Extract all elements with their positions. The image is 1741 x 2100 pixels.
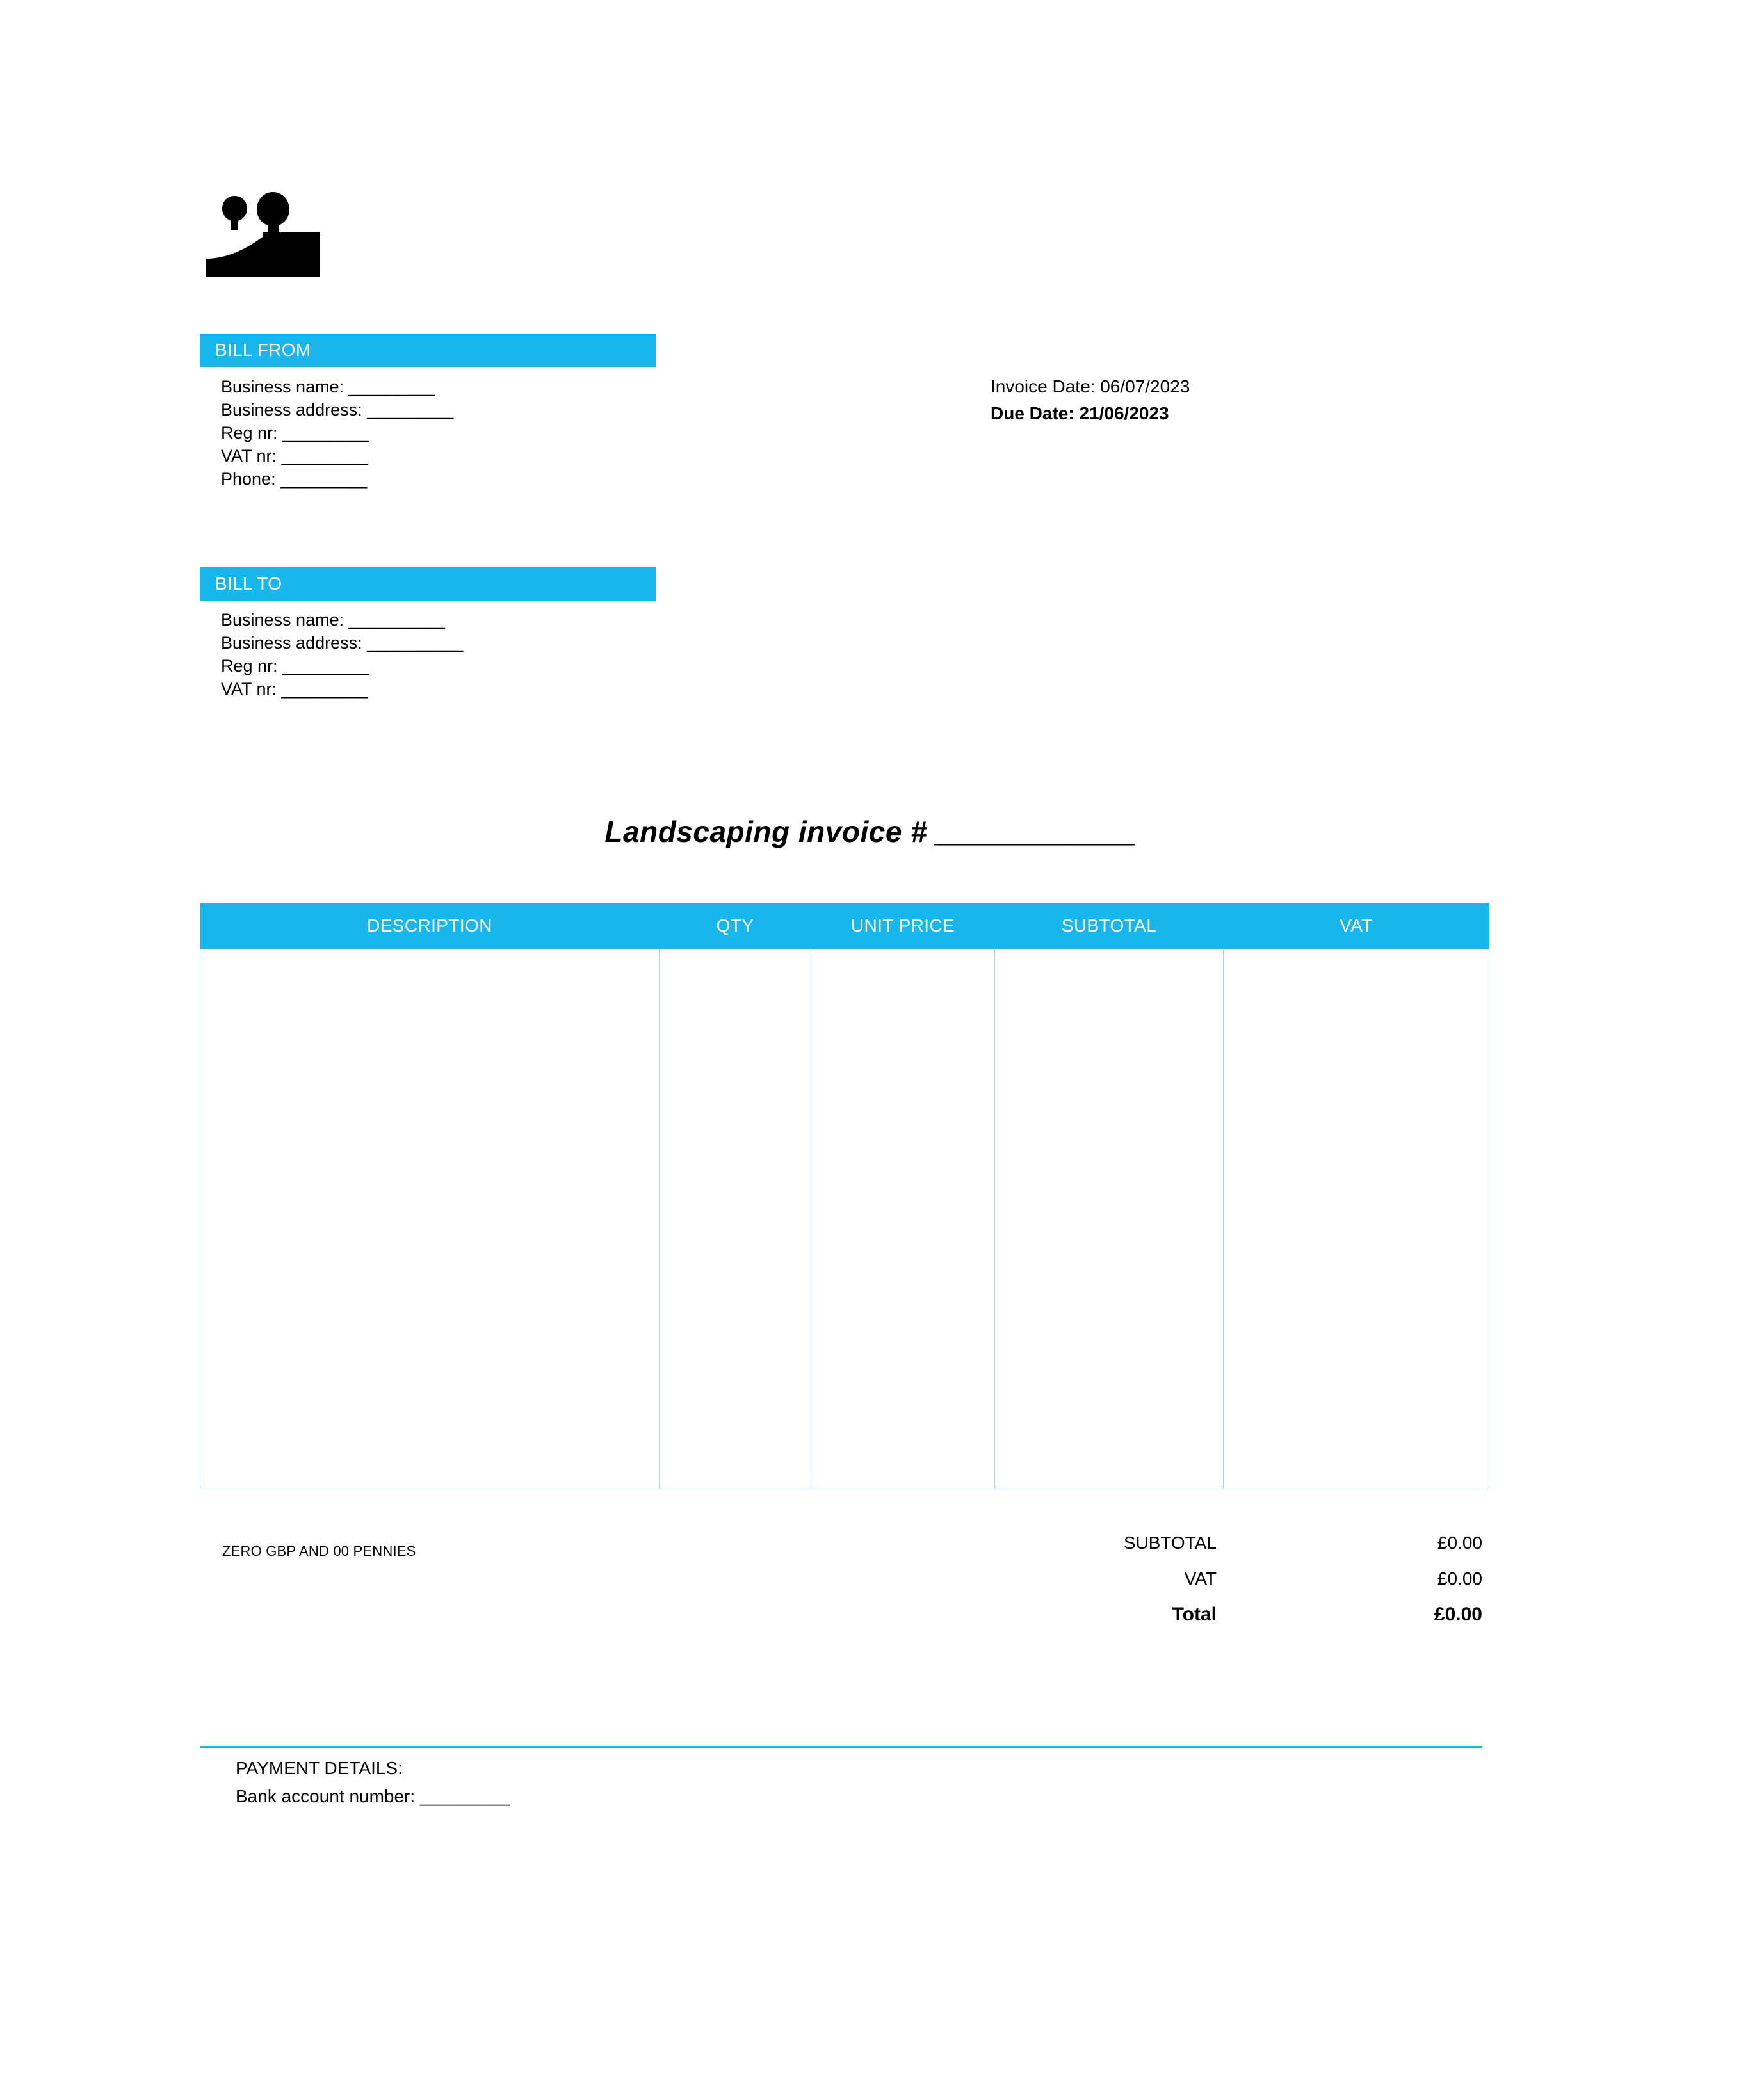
- cell-qty[interactable]: [660, 949, 811, 1489]
- bill-from-phone[interactable]: Phone: _________: [221, 469, 368, 489]
- line-items-table: [200, 903, 1489, 1489]
- totals-label-subtotal: SUBTOTAL: [1123, 1533, 1217, 1553]
- totals-value-total: £0.00: [1434, 1604, 1482, 1625]
- bill-from-fields: [221, 375, 669, 490]
- column-header-subtotal: SUBTOTAL: [995, 903, 1224, 949]
- due-date: Due Date: 21/06/2023: [991, 403, 1169, 423]
- payment-details-header: PAYMENT DETAILS:: [236, 1758, 403, 1778]
- totals-row-subtotal: [980, 1525, 1482, 1561]
- bank-account-number[interactable]: Bank account number: _________: [236, 1786, 510, 1806]
- cell-unit-price[interactable]: [811, 949, 995, 1489]
- cell-vat[interactable]: [1224, 949, 1489, 1489]
- column-header-unit-price: UNIT PRICE: [811, 903, 995, 949]
- company-logo: [206, 192, 320, 282]
- bill-to-reg-nr[interactable]: Reg nr: _________: [221, 656, 369, 675]
- bill-from-vat-nr[interactable]: VAT nr: _________: [221, 446, 368, 465]
- bill-from-business-address[interactable]: Business address: _________: [221, 400, 454, 419]
- bill-to-business-address[interactable]: Business address: __________: [221, 633, 464, 652]
- cell-description[interactable]: [200, 949, 660, 1489]
- totals-row-vat: [980, 1561, 1482, 1597]
- table-header-row: [200, 903, 1489, 949]
- totals-value-subtotal: £0.00: [1437, 1533, 1482, 1553]
- column-header-description: DESCRIPTION: [200, 903, 660, 949]
- landscape-trees-icon: [206, 192, 320, 282]
- bill-to-vat-nr[interactable]: VAT nr: _________: [221, 679, 368, 699]
- column-header-qty: QTY: [660, 903, 811, 949]
- amount-in-words: ZERO GBP AND 00 PENNIES: [222, 1543, 416, 1559]
- bill-to-fields: [221, 608, 669, 700]
- bill-to-header: BILL TO: [200, 567, 656, 601]
- payment-divider: [200, 1746, 1482, 1748]
- totals-row-total: [980, 1597, 1482, 1633]
- cell-subtotal[interactable]: [995, 949, 1224, 1489]
- totals-label-total: Total: [1172, 1604, 1217, 1625]
- table-row: [200, 949, 1489, 1489]
- bill-from-business-name[interactable]: Business name: _________: [221, 377, 435, 396]
- totals-value-vat: £0.00: [1437, 1569, 1482, 1588]
- column-header-vat: VAT: [1224, 903, 1489, 949]
- totals-label-vat: VAT: [1184, 1569, 1217, 1588]
- bill-from-header: BILL FROM: [200, 334, 656, 367]
- payment-details: [236, 1754, 510, 1811]
- invoice-meta: [991, 373, 1190, 427]
- page-title: Landscaping invoice # ____________: [604, 815, 1137, 848]
- invoice-date: Invoice Date: 06/07/2023: [991, 376, 1190, 396]
- totals-block: [980, 1525, 1482, 1633]
- bill-to-business-name[interactable]: Business name: __________: [221, 610, 445, 629]
- bill-from-reg-nr[interactable]: Reg nr: _________: [221, 423, 369, 442]
